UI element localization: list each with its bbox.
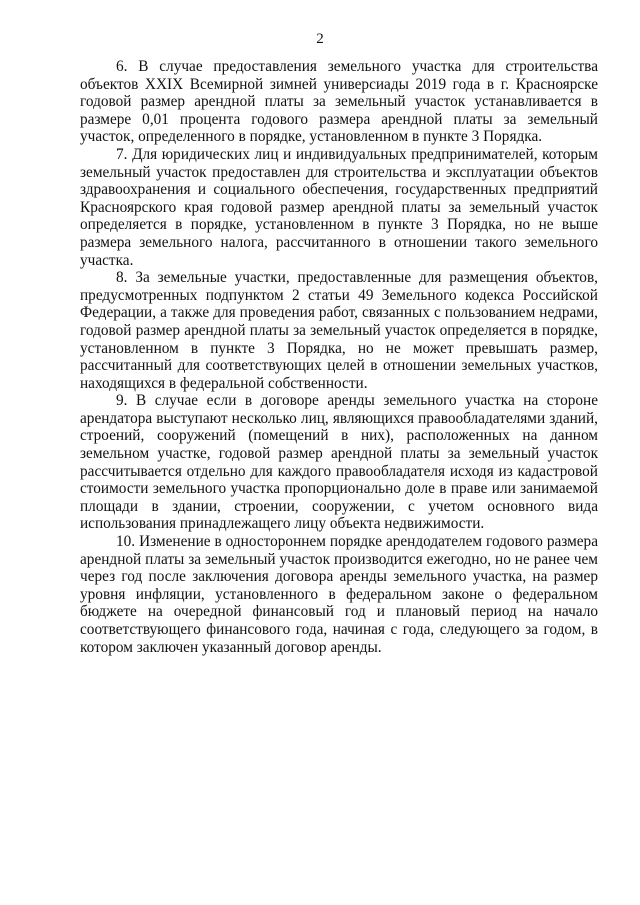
paragraph-7: 7. Для юридических лиц и индивидуальных предпринимателей, которым земельный участок предоставлен для строительства и эксплуатации объектов здравоохранения и социального обеспечения, государственных предприятий Красноярского края годовой размер арендной платы за земельный участок определяется в порядке, установленном в пункте 3 Порядка, но не выше размера земельного налога, рассчитанного в отношении такого земельного участка. <box>80 145 598 269</box>
paragraph-9: 9. В случае если в договоре аренды земельного участка на стороне арендатора выступают несколько лиц, являющихся правообладателями зданий, строений, сооружений (помещений в них), расположенных на данном земельном участке, годовой размер арендной платы за земельный участок рассчитывается отдельно для каждого правообладателя исходя из кадастровой стоимости земельного участка пропорционально доле в праве или занимаемой площади в здании, строении, сооружении, с учетом основного вида использования принадлежащего лицу объекта недвижимости. <box>80 392 598 533</box>
paragraph-8: 8. За земельные участки, предоставленные для размещения объектов, предусмотренных подпунктом 2 статьи 49 Земельного кодекса Российской Федерации, а также для проведения работ, связанных с пользованием недрами, годовой размер арендной платы за земельный участок определяется в порядке, установленном в пункте 3 Порядка, но не может превышать размер, рассчитанный для соответствующих целей в отношении земельных участков, находящихся в федеральной собственности. <box>80 269 598 392</box>
document-body <box>80 58 598 656</box>
paragraph-10: 10. Изменение в одностороннем порядке арендодателем годового размера арендной платы за земельный участок производится ежегодно, но не ранее чем через год после заключения договора аренды земельного участка, на размер уровня инфляции, установленного в федеральном законе о федеральном бюджете на очередной финансовый год и плановый период на начало соответствующего финансового года, начиная с года, следующего за годом, в котором заключен указанный договор аренды. <box>80 533 598 656</box>
paragraph-6: 6. В случае предоставления земельного участка для строительства объектов XXIX Всемирной зимней универсиады 2019 года в г. Красноярске годовой размер арендной платы за земельный участок устанавливается в размере 0,01 процента годового размера арендной платы за земельный участок, определенного в порядке, установленном в пункте 3 Порядка. <box>80 58 598 146</box>
page-number: 2 <box>316 31 324 47</box>
